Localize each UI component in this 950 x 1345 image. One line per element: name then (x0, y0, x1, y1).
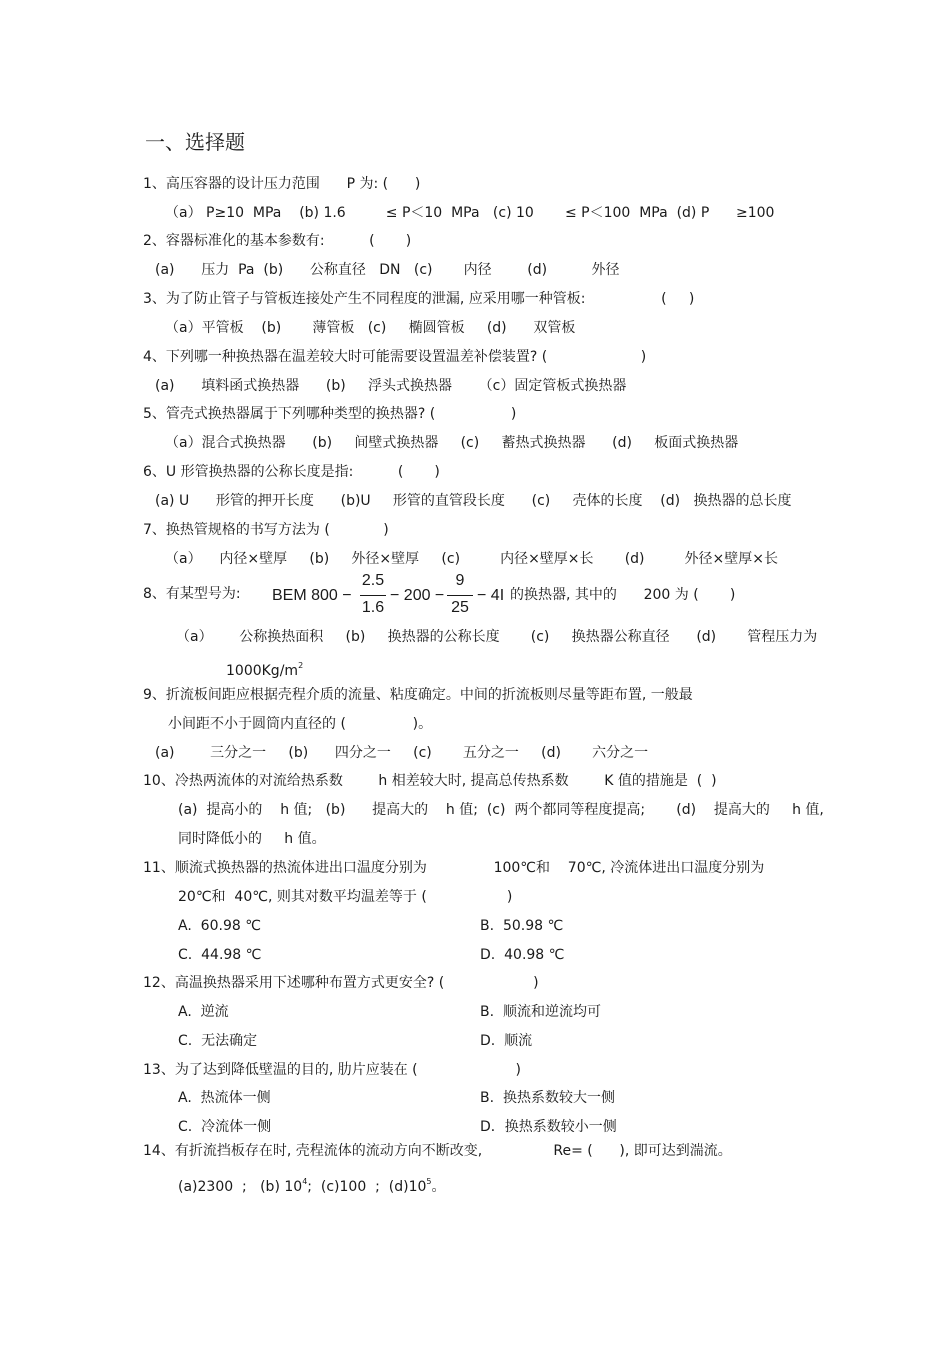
question-12-choice-c: C. 无法确定 (178, 1033, 258, 1049)
question-8-stem-tail: 的换热器, 其中的 200 为 ( ) (510, 587, 736, 603)
question-2-stem: 2、容器标准化的基本参数有: ( ) (143, 233, 412, 249)
option-part-3: 。 (431, 1179, 446, 1195)
question-3-options: （a）平管板 (b) 薄管板 (c) 椭圆管板 (d) 双管板 (165, 320, 576, 336)
question-14-options (178, 1173, 445, 1196)
question-8-unit-exponent: 2 (298, 661, 304, 670)
question-8-options: （a） 公称换热面积 (b) 换热器的公称长度 (c) 换热器公称直径 (d) 管程压力为 (176, 629, 818, 645)
option-exponent-4: 4 (302, 1177, 308, 1186)
fraction-2-numerator: 9 (455, 572, 465, 589)
question-12-choice-d: D. 顺流 (480, 1033, 533, 1049)
question-14-stem: 14、有折流挡板存在时, 壳程流体的流动方向不断改变, Re= ( ), 即可达到湍流。 (143, 1143, 732, 1159)
question-9-stem-continuation: 小间距不小于圆筒内直径的 ( )。 (168, 716, 433, 732)
question-5-stem: 5、管壳式换热器属于下列哪种类型的换热器? ( ) (143, 406, 517, 422)
section-heading: 一、选择题 (145, 130, 245, 154)
question-5-options: （a）混合式换热器 (b) 间壁式换热器 (c) 蓄热式换热器 (d) 板面式换热器 (165, 435, 739, 451)
formula-middle: − 200 − (390, 587, 445, 604)
question-11-stem-continuation: 20℃和 40℃, 则其对数平均温差等于 ( ) (178, 889, 513, 905)
question-1-stem: 1、高压容器的设计压力范围 P 为: ( ) (143, 176, 421, 192)
question-10-options: (a) 提高小的 h 值; (b) 提高大的 h 值; (c) 两个都同等程度提高; (d) 提高大的 h 值, (178, 802, 824, 818)
question-7-options: （a） 内径×壁厚 (b) 外径×壁厚 (c) 内径×壁厚×长 (d) 外径×壁厚×长 (165, 551, 779, 567)
question-13-choice-c: C. 冷流体一侧 (178, 1119, 272, 1135)
question-13-choice-b: B. 换热系数较大一侧 (480, 1090, 615, 1106)
option-part-1: (a)2300 ; (b) 10 (178, 1179, 303, 1195)
question-8-option-continuation (226, 657, 303, 680)
question-8-unit: 1000Kg/m (226, 663, 299, 679)
question-10-options-continuation: 同时降低小的 h 值。 (178, 831, 326, 847)
question-4-options: (a) 填料函式换热器 (b) 浮头式换热器 （c）固定管板式换热器 (155, 378, 627, 394)
fraction-1-bar (360, 595, 386, 596)
formula-prefix: BEM 800 − (272, 587, 352, 604)
formula-suffix: − 4I (477, 587, 505, 604)
question-12-choice-a: A. 逆流 (178, 1004, 229, 1020)
question-9-options: (a) 三分之一 (b) 四分之一 (c) 五分之一 (d) 六分之一 (155, 745, 649, 761)
question-4-stem: 4、下列哪一种换热器在温差较大时可能需要设置温差补偿装置? ( ) (143, 349, 647, 365)
question-6-options: (a) U 形管的押开长度 (b)U 形管的直管段长度 (c) 壳体的长度 (d) 换热器的总长度 (155, 493, 792, 509)
question-6-stem: 6、U 形管换热器的公称长度是指: ( ) (143, 464, 440, 480)
question-11-choice-d: D. 40.98 ℃ (480, 947, 565, 963)
question-13-choice-a: A. 热流体一侧 (178, 1090, 271, 1106)
question-9-stem: 9、折流板间距应根据壳程介质的流量、粘度确定。中间的折流板则尽量等距布置, 一般最 (143, 687, 693, 703)
option-part-2: ; (c)100 ; (d)10 (307, 1179, 427, 1195)
question-11-choice-a: A. 60.98 ℃ (178, 918, 261, 934)
fraction-2-bar (447, 595, 473, 596)
fraction-1-denominator: 1.6 (361, 599, 385, 616)
question-7-stem: 7、换热管规格的书写方法为 ( ) (143, 522, 389, 538)
question-10-stem: 10、冷热两流体的对流给热系数 h 相差较大时, 提高总传热系数 K 值的措施是 ( ) (143, 773, 717, 789)
question-11-choice-b: B. 50.98 ℃ (480, 918, 564, 934)
question-12-stem: 12、高温换热器采用下述哪种布置方式更安全? ( ) (143, 975, 539, 991)
fraction-2-denominator: 25 (451, 599, 469, 616)
question-3-stem: 3、为了防止管子与管板连接处产生不同程度的泄漏, 应采用哪一种管板: ( ) (143, 291, 695, 307)
question-11-stem: 11、顺流式换热器的热流体进出口温度分别为 100℃和 70℃, 冷流体进出口温度分别为 (143, 860, 765, 876)
option-exponent-5: 5 (426, 1177, 432, 1186)
question-11-choice-c: C. 44.98 ℃ (178, 947, 262, 963)
question-2-options: (a) 压力 Pa (b) 公称直径 DN (c) 内径 (d) 外径 (155, 262, 620, 278)
question-1-options: （a） P≥10 MPa (b) 1.6 ≤ P＜10 MPa (c) 10 ≤ P＜100 MPa (d) P ≥100 (165, 205, 775, 221)
question-12-choice-b: B. 顺流和逆流均可 (480, 1004, 601, 1020)
question-8-stem: 8、有某型号为: (143, 586, 241, 602)
question-13-choice-d: D．换热系数较小一侧 (480, 1119, 617, 1135)
question-13-stem: 13、为了达到降低壁温的目的, 肋片应装在 ( ) (143, 1062, 521, 1078)
fraction-1-numerator: 2.5 (361, 572, 385, 589)
